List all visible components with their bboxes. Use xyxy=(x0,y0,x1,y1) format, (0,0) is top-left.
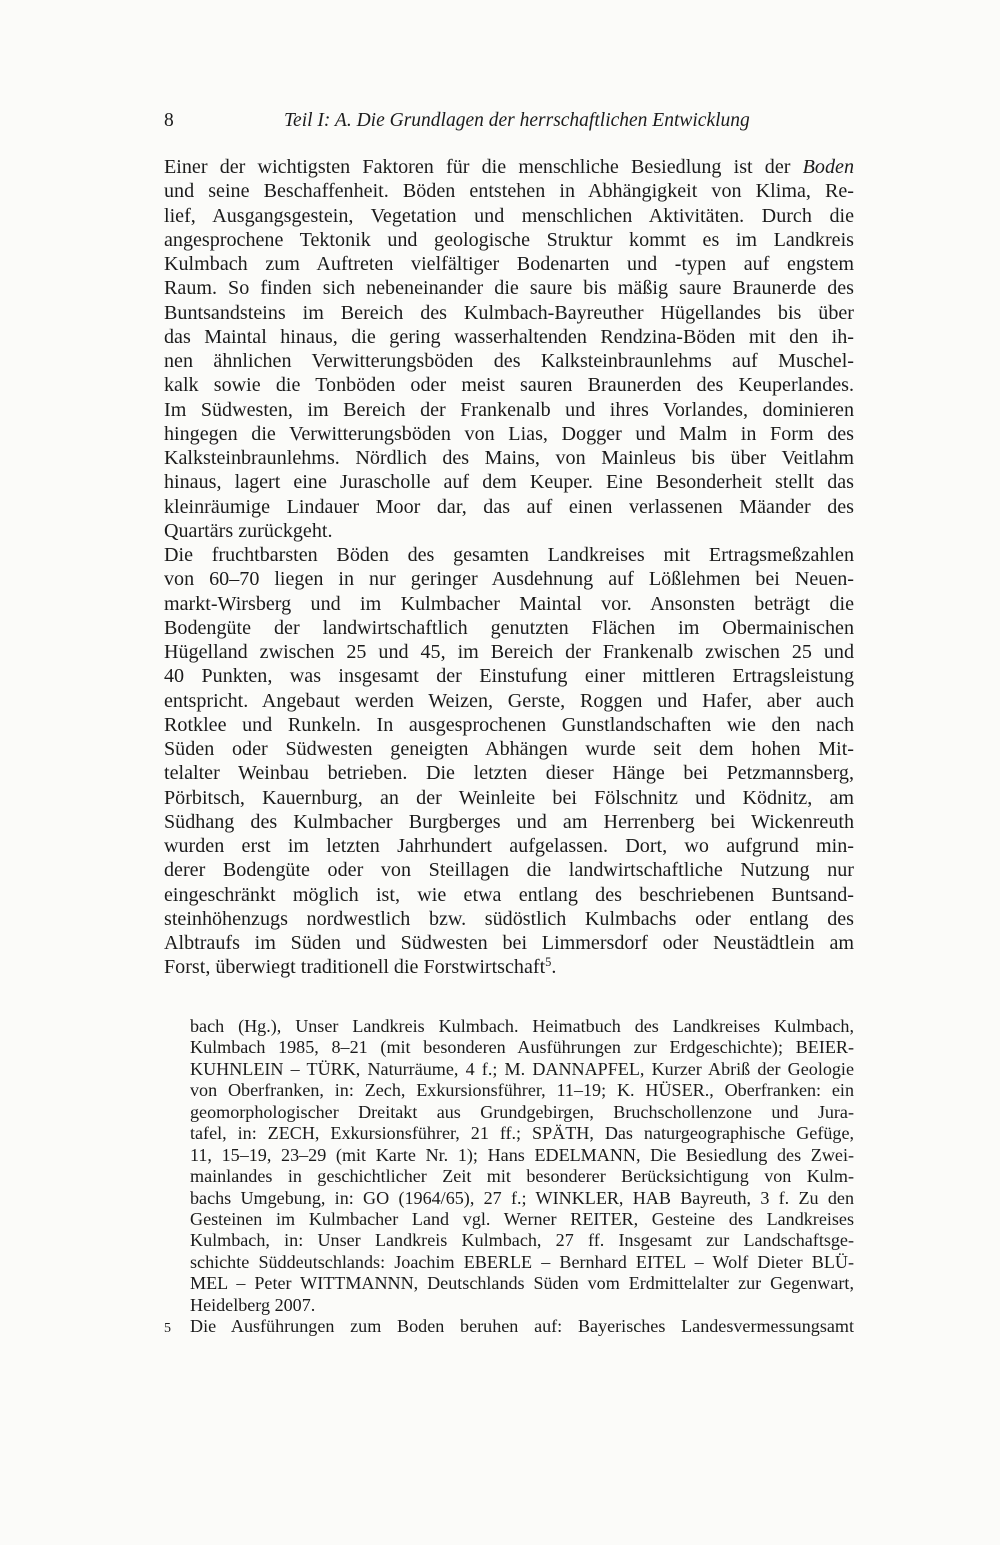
main-text xyxy=(164,155,854,980)
body-line: Buntsandsteins im Bereich des Kulmbach-Bayreuther Hügellandes bis über xyxy=(164,301,854,324)
body-line: hingegen die Verwitterungsböden von Lias, Dogger und Malm in Form des xyxy=(164,422,854,445)
body-line: Kulmbach zum Auftreten vielfältiger Bodenarten und -typen auf engstem xyxy=(164,253,854,275)
footnote-line: tafel, in: ZECH, Exkursionsführer, 21 ff.; SPÄTH, Das naturgeographische Gefüge, xyxy=(190,1123,854,1144)
italic-term: Boden xyxy=(802,156,854,178)
body-line: steinhöhenzugs nordwestlich bzw. südöstlich Kulmbachs oder entlang des xyxy=(164,907,854,930)
body-line: angesprochene Tektonik und geologische Struktur kommt es im Landkreis xyxy=(164,228,854,251)
footnote-line: bach (Hg.), Unser Landkreis Kulmbach. Heimatbuch des Landkreises Kulmbach, xyxy=(190,1016,854,1036)
body-line: hinaus, lagert eine Jurascholle auf dem Keuper. Eine Besonderheit stellt das xyxy=(164,471,854,494)
body-line-1-text: Einer der wichtigsten Faktoren für die menschliche Besiedlung ist der xyxy=(164,156,791,178)
body-line: Südhang des Kulmbacher Burgberges und am Herrenberg bei Wickenreuth xyxy=(164,810,854,833)
footnote-line: geomorphologischer Dreitakt aus Grundgebirgen, Bruchschollenzone und Jura- xyxy=(190,1101,854,1122)
footnotes xyxy=(190,1016,854,1338)
footnote-reference: 5 xyxy=(545,955,552,970)
body-line: derer Bodengüte oder von Steillagen die landwirtschaftliche Nutzung nur xyxy=(164,859,854,882)
body-line-text: Forst, überwiegt traditionell die Forstwirtschaft xyxy=(164,956,546,979)
body-line-1 xyxy=(164,155,854,179)
body-line: Raum. So finden sich nebeneinander die saure bis mäßig saure Braunerde des xyxy=(164,277,854,300)
footnote-line: von Oberfranken, in: Zech, Exkursionsführer, 11–19; K. HÜSER., Oberfranken: ein xyxy=(190,1080,854,1101)
footnote-line: schichte Süddeutschlands: Joachim EBERLE – Bernhard EITEL – Wolf Dieter BLÜ- xyxy=(190,1251,854,1272)
footnote-line: MEL – Peter WITTMANNN, Deutschlands Süden vom Erdmittelalter zur Gegenwart, xyxy=(190,1273,854,1294)
footnote-line: mainlandes in geschichtlicher Zeit mit besonderer Berücksichtigung von Kulm- xyxy=(190,1166,854,1187)
footnote-line: Kulmbach, in: Unser Landkreis Kulmbach, 27 ff. Insgesamt zur Landschaftsge- xyxy=(190,1230,854,1251)
body-line: Pörbitsch, Kauernburg, an der Weinleite bei Fölschnitz und Ködnitz, am xyxy=(164,786,854,809)
running-title: Teil I: A. Die Grundlagen der herrschaftlichen Entwicklung xyxy=(284,110,750,131)
body-line: Albtraufs im Süden und Südwesten bei Limmersdorf oder Neustädtlein am xyxy=(164,932,854,954)
body-line: von 60–70 liegen in nur geringer Ausdehnung auf Lößlehmen bei Neuen- xyxy=(164,568,854,591)
footnote-5-text: Die Ausführungen zum Boden beruhen auf: Bayerisches Landesvermessungsamt xyxy=(190,1316,854,1337)
body-line: Bodengüte der landwirtschaftlich genutzten Flächen im Obermainischen xyxy=(164,616,854,639)
body-line: Im Südwesten, im Bereich der Frankenalb und ihres Vorlandes, dominieren xyxy=(164,398,854,421)
body-line: Die fruchtbarsten Böden des gesamten Landkreises mit Ertragsmeßzahlen xyxy=(164,544,854,566)
body-line: eingeschränkt möglich ist, wie etwa entlang des beschriebenen Buntsand- xyxy=(164,883,854,906)
body-line: und seine Beschaffenheit. Böden entstehen in Abhängigkeit von Klima, Re- xyxy=(164,180,854,203)
body-line: Kalksteinbraunlehms. Nördlich des Mains, von Mainleus bis über Veitlahm xyxy=(164,447,854,469)
body-line: das Maintal hinaus, die gering wasserhaltenden Rendzina-Böden mit den ih- xyxy=(164,325,854,348)
body-line: 40 Punkten, was insgesamt der Einstufung einer mittleren Ertragsleistung xyxy=(164,665,854,688)
body-line: lief, Ausgangsgestein, Vegetation und menschlichen Aktivitäten. Durch die xyxy=(164,204,854,227)
body-line: nen ähnlichen Verwitterungsböden des Kalksteinbraunlehms auf Muschel- xyxy=(164,350,854,372)
footnote-line: Kulmbach 1985, 8–21 (mit besonderen Ausführungen zur Erdgeschichte); BEIER- xyxy=(190,1037,854,1058)
body-line: kleinräumige Lindauer Moor dar, das auf einen verlassenen Mäander des xyxy=(164,495,854,518)
body-line-last: Forst, überwiegt traditionell die Forstwirtschaft$^5$. xyxy=(164,955,557,979)
footnote-line: KUHNLEIN – TÜRK, Naturräume, 4 f.; M. DANNAPFEL, Kurzer Abriß der Geologie xyxy=(190,1058,854,1079)
body-line: Rotklee und Runkeln. In ausgesprochenen Gunstlandschaften wie den nach xyxy=(164,713,854,736)
footnote-line: Heidelberg 2007. xyxy=(190,1294,316,1315)
footnote-line: 11, 15–19, 23–29 (mit Karte Nr. 1); Hans EDELMANN, Die Besiedlung des Zwei- xyxy=(190,1144,854,1165)
body-line: Süden oder Südwesten geneigten Abhängen wurde seit dem hohen Mit- xyxy=(164,738,854,760)
footnote-line: bachs Umgebung, in: GO (1964/65), 27 f.; WINKLER, HAB Bayreuth, 3 f. Zu den xyxy=(190,1187,854,1208)
body-line: Hügelland zwischen 25 und 45, im Bereich der Frankenalb zwischen 25 und xyxy=(164,641,854,663)
footnote-5-number: 5 xyxy=(164,1321,171,1336)
footnote-line: Gesteinen im Kulmbacher Land vgl. Werner REITER, Gesteine des Landkreises xyxy=(190,1208,854,1229)
body-line: markt-Wirsberg und im Kulmbacher Maintal vor. Ansonsten beträgt die xyxy=(164,592,854,615)
body-line: telalter Weinbau betrieben. Die letzten dieser Hänge bei Petzmannsberg, xyxy=(164,762,854,785)
page-number: 8 xyxy=(164,110,174,131)
body-line: wurden erst im letzten Jahrhundert aufgelassen. Dort, wo aufgrund min- xyxy=(164,835,854,857)
body-line: kalk sowie die Tonböden oder meist sauren Braunerden des Keuperlandes. xyxy=(164,374,854,397)
body-line: Quartärs zurückgeht. xyxy=(164,519,333,542)
body-line: entspricht. Angebaut werden Weizen, Gerste, Roggen und Hafer, aber auch xyxy=(164,689,854,712)
